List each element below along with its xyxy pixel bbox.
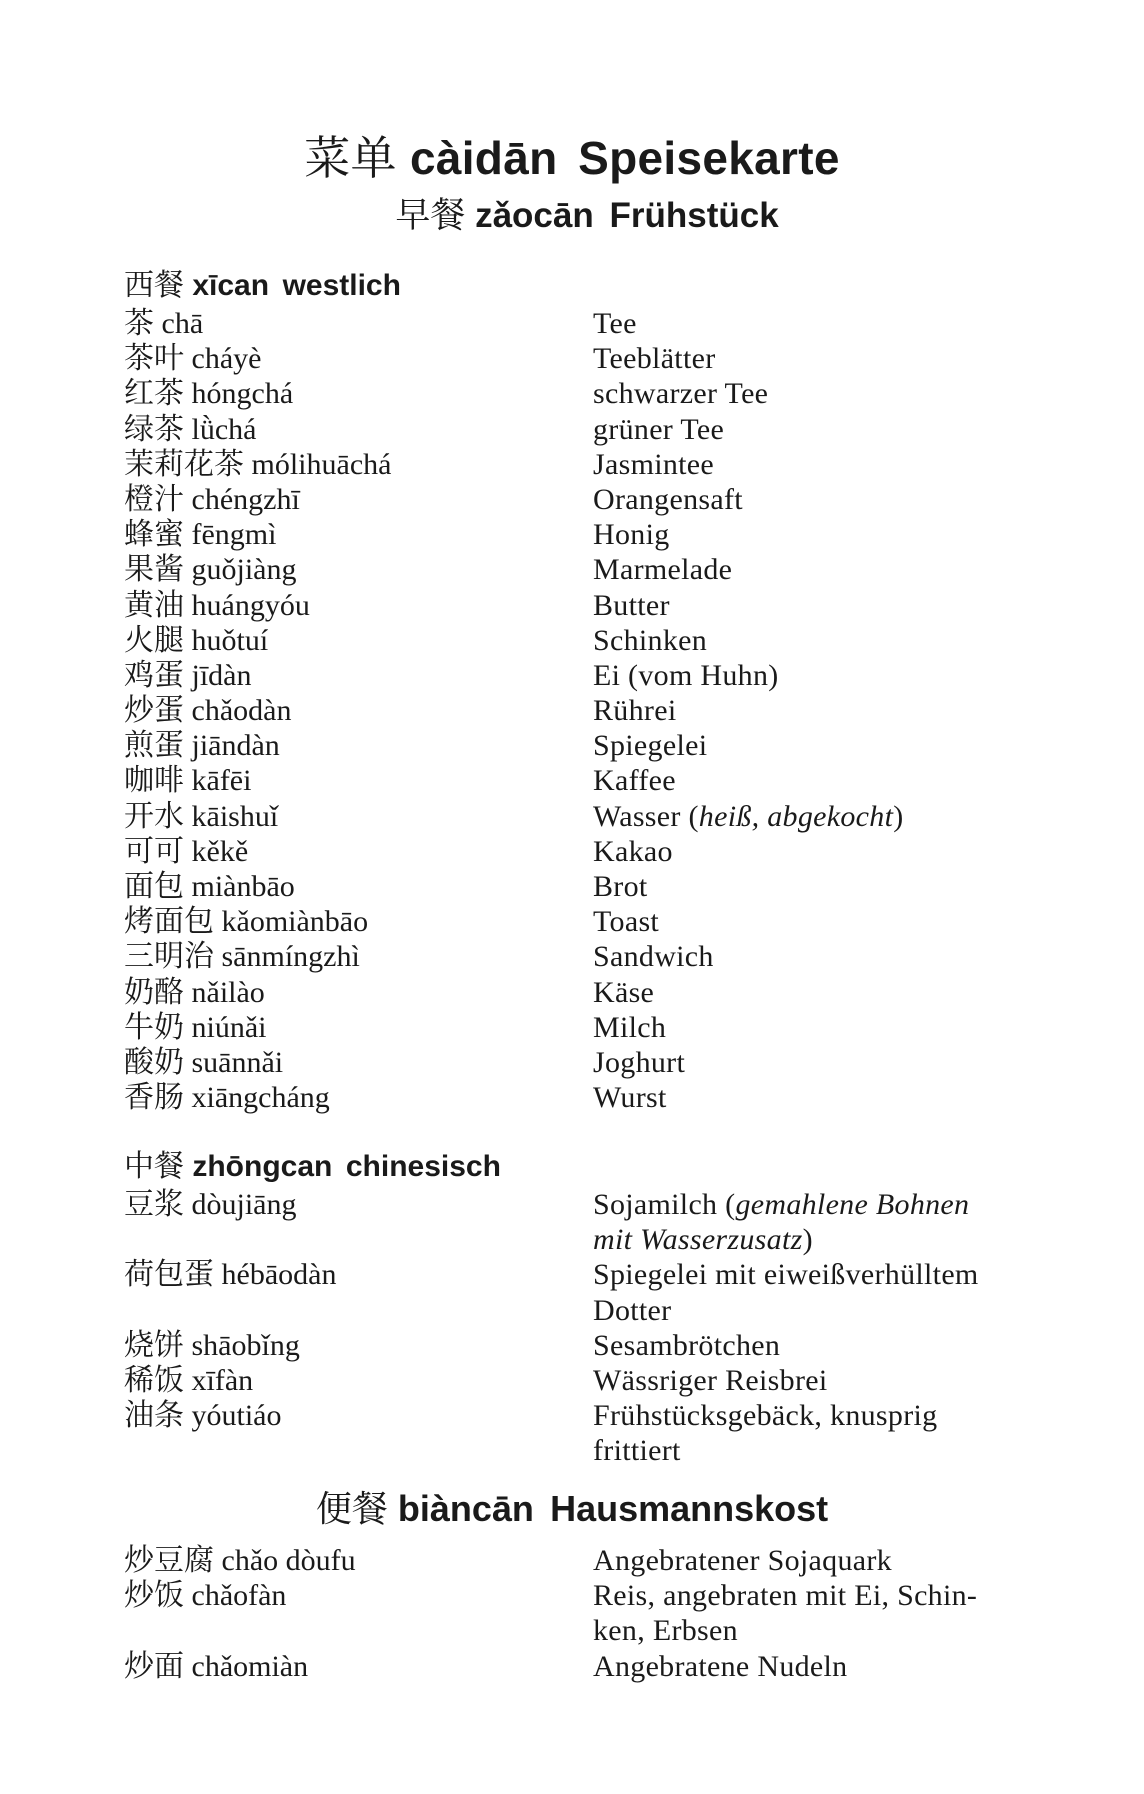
item-german: Sandwich	[593, 940, 714, 974]
list-item	[124, 1543, 1044, 1578]
item-chinese: 炒豆腐 chǎo dòufu	[124, 1544, 356, 1577]
list-item	[124, 1649, 1044, 1684]
list-item	[124, 869, 1044, 904]
item-chinese: 烤面包 kǎomiànbāo	[124, 905, 369, 939]
list-item	[124, 482, 1044, 517]
chinese-heading-chinese: 中餐	[124, 1150, 184, 1183]
item-chinese: 橙汁 chéngzhī	[124, 482, 300, 516]
item-chinese: 鸡蛋 jīdàn	[124, 658, 252, 692]
title-pinyin: càidān	[409, 132, 558, 184]
item-chinese: 稀饭 xīfàn	[124, 1363, 254, 1397]
item-chinese: 烧饼 shāobǐng	[124, 1328, 300, 1362]
item-chinese: 可可 kěkě	[124, 834, 249, 868]
western-list	[124, 306, 1044, 1115]
item-german: Joghurt	[593, 1045, 686, 1079]
title-chinese: 菜单	[304, 132, 397, 184]
list-item	[124, 939, 1044, 974]
list-item	[124, 1010, 1044, 1045]
item-german: Brot	[593, 870, 648, 903]
item-german: Orangensaft	[593, 482, 743, 516]
item-german: Wässriger Reisbrei	[593, 1363, 828, 1397]
item-chinese: 绿茶 lǜchá	[124, 412, 257, 446]
item-chinese: 茉莉花茶 mólihuāchá	[124, 447, 392, 481]
item-chinese: 开水 kāishuǐ	[124, 799, 279, 833]
chinese-heading-german: chinesisch	[345, 1150, 501, 1183]
homestyle-list	[124, 1543, 1044, 1684]
list-item	[124, 658, 1044, 693]
chinese-list	[124, 1187, 1044, 1469]
list-item	[124, 763, 1044, 798]
homestyle-heading	[0, 1481, 1144, 1532]
list-item	[124, 1398, 1044, 1468]
item-german: Tee	[593, 307, 637, 340]
list-item	[124, 623, 1044, 658]
list-item	[124, 517, 1044, 552]
list-item	[124, 588, 1044, 623]
item-german: Jasmintee	[593, 447, 715, 481]
list-item	[124, 1328, 1044, 1363]
list-item	[124, 834, 1044, 869]
chinese-section-heading	[124, 1149, 501, 1185]
item-chinese: 荷包蛋 hébāodàn	[124, 1258, 337, 1292]
item-german: grüner Tee	[593, 412, 725, 446]
item-chinese: 炒面 chǎomiàn	[124, 1649, 309, 1683]
homestyle-heading-german: Hausmannskost	[550, 1488, 829, 1529]
item-chinese: 红茶 hóngchá	[124, 377, 294, 411]
item-german: Ei (vom Huhn)	[593, 658, 779, 692]
item-chinese: 牛奶 niúnǎi	[124, 1010, 267, 1044]
list-item	[124, 728, 1044, 763]
list-item	[124, 552, 1044, 587]
homestyle-heading-chinese: 便餐	[315, 1488, 388, 1529]
item-german: Sesambrötchen	[593, 1328, 781, 1362]
list-item	[124, 1363, 1044, 1398]
page-title	[0, 122, 1144, 188]
item-chinese: 香肠 xiāngcháng	[124, 1081, 330, 1115]
item-german: Kaffee	[593, 764, 676, 798]
item-german: Butter	[593, 588, 670, 622]
item-german: Wasser (heiß, abgekocht)	[593, 799, 904, 833]
item-german: Angebratene Nudeln	[593, 1649, 848, 1683]
item-german: Wurst	[593, 1081, 667, 1115]
list-item	[124, 975, 1044, 1010]
subtitle-pinyin: zǎocān	[475, 196, 594, 235]
list-item	[124, 693, 1044, 728]
item-chinese: 果酱 guǒjiàng	[124, 553, 297, 587]
list-item	[124, 799, 1044, 834]
item-german: Toast	[593, 905, 660, 939]
western-section-heading	[124, 268, 401, 304]
item-chinese: 油条 yóutiáo	[124, 1399, 282, 1433]
item-chinese: 茶叶 cháyè	[124, 342, 262, 376]
item-german: Angebratener Sojaquark	[593, 1544, 892, 1577]
item-chinese: 火腿 huǒtuí	[124, 623, 269, 657]
list-item	[124, 1045, 1044, 1080]
homestyle-heading-pinyin: biàncān	[397, 1488, 534, 1529]
item-chinese: 煎蛋 jiāndàn	[124, 729, 280, 763]
item-german: Rührei	[593, 694, 677, 728]
item-chinese: 奶酪 nǎilào	[124, 975, 265, 1009]
subtitle-chinese: 早餐	[395, 196, 466, 235]
item-chinese: 炒蛋 chǎodàn	[124, 694, 292, 728]
item-chinese: 咖啡 kāfēi	[124, 764, 252, 798]
item-german: Spiegelei mit eiweißverhülltem Dotter	[593, 1258, 979, 1327]
item-german: Kakao	[593, 834, 673, 868]
item-chinese: 三明治 sānmíngzhì	[124, 940, 360, 974]
list-item	[124, 306, 1044, 341]
item-chinese: 炒饭 chǎofàn	[124, 1579, 287, 1613]
item-chinese: 豆浆 dòujiāng	[124, 1188, 297, 1221]
western-heading-pinyin: xīcan	[192, 269, 270, 302]
title-german: Speisekarte	[578, 132, 840, 184]
item-chinese: 面包 miànbāo	[124, 870, 295, 903]
list-item	[124, 447, 1044, 482]
western-heading-chinese: 西餐	[124, 269, 184, 302]
item-german: Käse	[593, 975, 655, 1009]
item-chinese: 茶 chā	[124, 307, 204, 340]
item-german: Sojamilch (gemahlene Bohnen mit Wasserzusatz)	[593, 1188, 970, 1257]
list-item	[124, 412, 1044, 447]
item-german: Schinken	[593, 623, 708, 657]
item-german: Milch	[593, 1010, 667, 1044]
item-german: Reis, angebraten mit Ei, Schin- ken, Erbsen	[593, 1579, 978, 1648]
item-german: Honig	[593, 518, 670, 552]
item-chinese: 黄油 huángyóu	[124, 588, 310, 622]
list-item	[124, 1578, 1044, 1648]
item-german: Teeblätter	[593, 342, 716, 376]
breakfast-subtitle	[15, 188, 1144, 238]
list-item	[124, 341, 1044, 376]
chinese-heading-pinyin: zhōngcan	[192, 1150, 333, 1183]
item-chinese: 蜂蜜 fēngmì	[124, 518, 277, 552]
item-german: Frühstücksgebäck, knusprig frittiert	[593, 1399, 938, 1468]
list-item	[124, 1080, 1044, 1115]
item-chinese: 酸奶 suānnǎi	[124, 1045, 284, 1079]
item-german: schwarzer Tee	[593, 377, 769, 411]
list-item	[124, 376, 1044, 411]
list-item	[124, 1257, 1044, 1327]
list-item	[124, 1187, 1044, 1257]
item-german: Spiegelei	[593, 729, 708, 763]
item-german: Marmelade	[593, 553, 733, 587]
western-heading-german: westlich	[282, 269, 401, 302]
subtitle-german: Frühstück	[609, 196, 779, 235]
list-item	[124, 904, 1044, 939]
